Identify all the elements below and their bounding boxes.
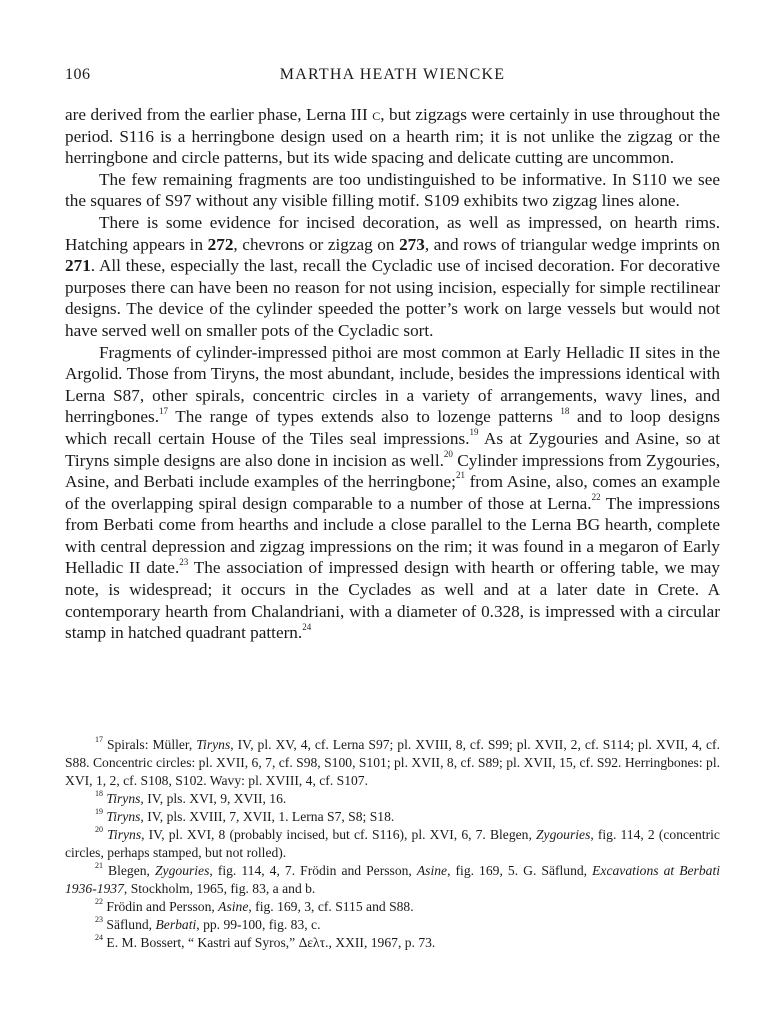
paragraph-2: The few remaining fragments are too undistinguished to be informative. In S110 we see the squares of S97 without any visible filling motif. S109 exhibits two zigzag lines alone. [65, 169, 720, 211]
footnote-18: $^{18}$ Tiryns, IV, pls. XVI, 9, XVII, 16. [95, 789, 287, 806]
figure-ref: 272 [207, 234, 234, 254]
paragraph-4: Fragments of cylinder-impressed pithoi are most common at Early Helladic II sites in the Argolid. Those from Tiryns, the most abundant, include, besides the impressions identical with Lerna S87, other spirals, concentric circles in a variety of arrangements, wavy lines, and herringbones.$^{17}$ The range of types extends also to lozenge patterns $^{18}$ and to loop designs which recall certain House of the Tiles seal impressions.$^{19}$ As at Zygouries and Asine, so at Tiryns simple designs are also done in incision as well.$^{20}$ Cylinder impressions from Zygouries, Asine, and Berbati include examples of the herringbone;$^{21}$ from Asine, also, comes an example of the overlapping spiral design comparable to a number of those at Lerna.$^{22}$ The impressions from Berbati come from hearths and include a close parallel to the Lerna BG hearth, complete with central depression and zigzag impressions on the rim; it was found in a megaron of Early Helladic II date.$^{23}$ The association of impressed design with hearth or offering table, we may note, is widespread; it occurs in the Cyclades as well and at a later date in Crete. A contemporary hearth from Chalandriani, with a diameter of 0.328, is impressed with a circular stamp in hatched quadrant pattern.$^{24}$ [65, 342, 721, 643]
footnote-22: $^{22}$ Frödin and Persson, Asine, fig. 169, 3, cf. S115 and S88. [95, 897, 414, 914]
body-text [65, 104, 720, 644]
footnote-ref[interactable]: 17 [159, 405, 169, 416]
footnote-ref[interactable]: 20 [443, 448, 453, 459]
footnote-19: $^{19}$ Tiryns, IV, pls. XVIII, 7, XVII, 1. Lerna S7, S8; S18. [95, 807, 395, 824]
page-number: 106 [65, 66, 91, 83]
figure-ref: 273 [399, 234, 425, 254]
footnote-ref[interactable]: 24 [302, 621, 312, 632]
figure-ref: 271 [65, 256, 91, 276]
paragraph-3: There is some evidence for incised decoration, as well as impressed, on hearth rims. Hatching appears in 272, chevrons or zigzag on 273, and rows of triangular wedge imprints on 271. All these, especially the last, recall the Cycladic use of incised decoration. For decorative purposes there can have been no reason for not using incision, especially for simple rectilinear designs. The device of the cylinder speeded the potter’s work on large vessels but would not have served well on smaller pots of the Cycladic sort. [65, 212, 721, 340]
footnote-ref[interactable]: 21 [455, 470, 465, 481]
footnotes [65, 736, 720, 952]
footnote-ref[interactable]: 22 [591, 491, 601, 502]
paragraph-1: are derived from the earlier phase, Lerna III c, but zigzags were certainly in use throughout the period. S116 is a herringbone design used on a hearth rim; it is not unlike the zigzag or the herringbone and circle patterns, but its wide spacing and delicate cutting are uncommon. [65, 105, 720, 168]
footnote-24: $^{24}$ E. M. Bossert, “ Kastri auf Syros,” Δελτ., XXII, 1967, p. 73. [95, 933, 436, 950]
page-header [65, 66, 720, 88]
footnote-ref[interactable]: 19 [469, 427, 479, 438]
footnote-ref[interactable]: 23 [179, 556, 189, 567]
footnote-23: $^{23}$ Säflund, Berbati, pp. 99-100, fig. 83, c. [95, 915, 321, 932]
footnote-21: $^{21}$ Blegen, Zygouries, fig. 114, 4, 7. Frödin and Persson, Asine, fig. 169, 5. G. Säflund, Excavations at Berbati 1936-1937, Stockholm, 1965, fig. 83, a and b. [65, 861, 720, 896]
running-title: MARTHA HEATH WIENCKE [279, 66, 506, 83]
footnote-20: $^{20}$ Tiryns, IV, pl. XVI, 8 (probably incised, but cf. S116), pl. XVI, 6, 7. Blegen, Zygouries, fig. 114, 2 (concentric circles, perhaps stamped, but not rolled). [65, 825, 720, 860]
footnote-ref[interactable]: 18 [560, 405, 570, 416]
footnote-17: $^{17}$ Spirals: Müller, Tiryns, IV, pl. XV, 4, cf. Lerna S97; pl. XVIII, 8, cf. S99; pl. XVII, 2, cf. S114; pl. XVII, 4, cf. S88. Concentric circles: pl. XVII, 6, 7, cf. S98, S100, S101; pl. XVII, 8, cf. S89; pl. XVII, 15, cf. S92. Herringbones: pl. XVI, 1, 2, cf. S108, S102. Wavy: pl. XVIII, 4, cf. S107. [65, 735, 720, 788]
